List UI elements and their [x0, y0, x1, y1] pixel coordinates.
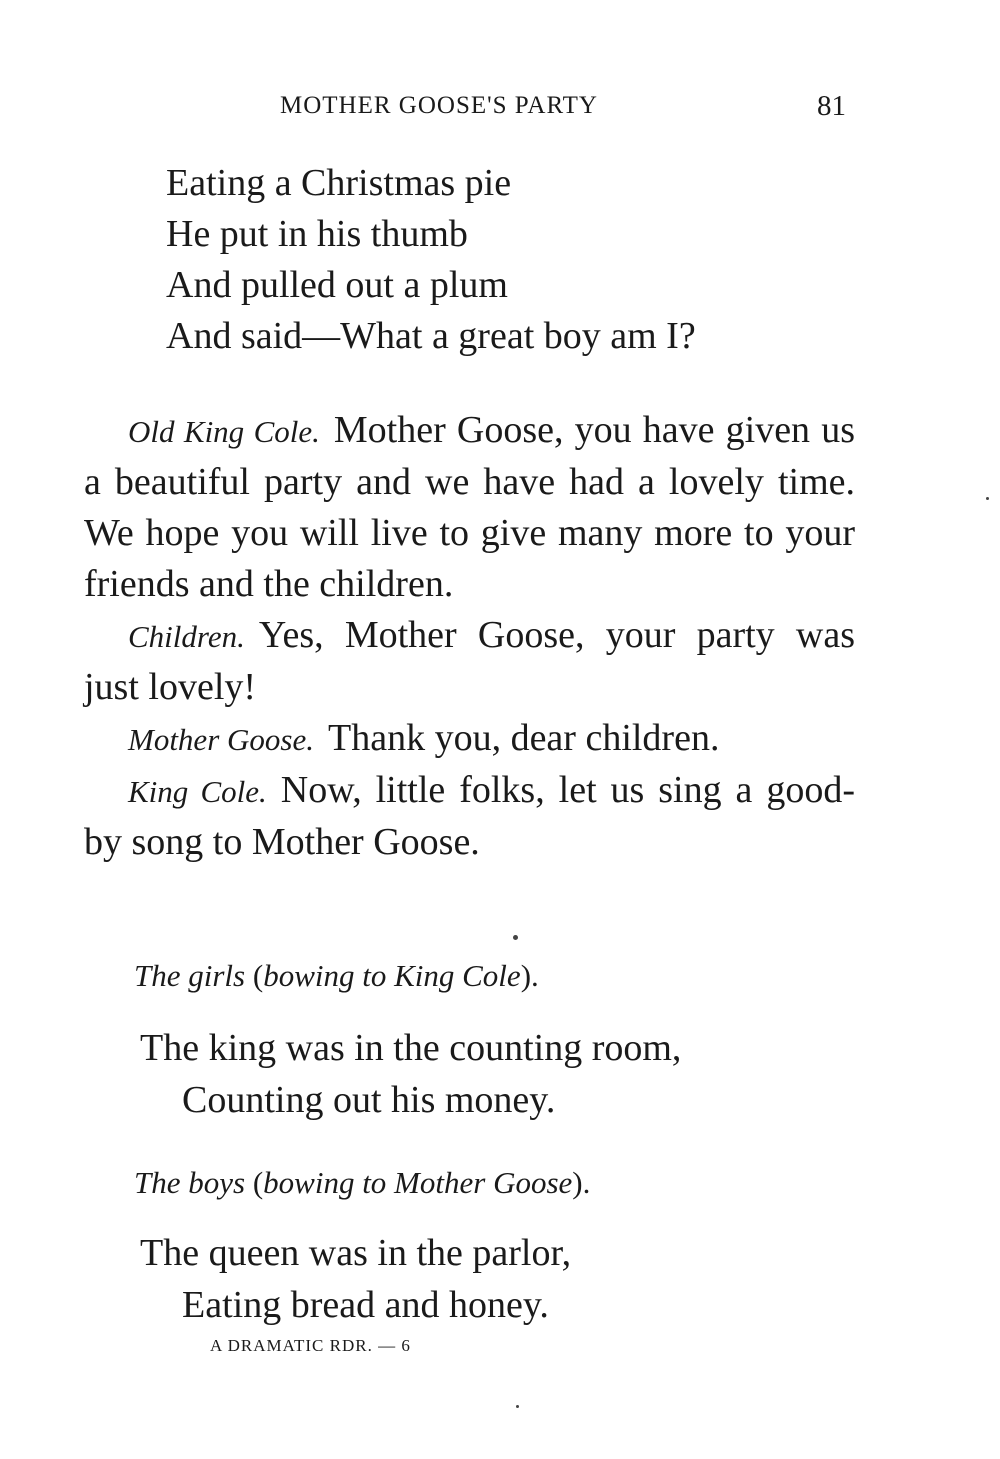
dialogue-text: Mother Goose, you have given us a beautiful party and we have had a lovely time. We hope you will live to give many more to your friends and the children.: [84, 409, 855, 605]
dialogue-paragraph: [84, 405, 855, 610]
dialogue-paragraph: [84, 765, 855, 868]
ink-speck: [986, 497, 989, 500]
direction-text: bowing to Mother Goose: [263, 1165, 573, 1200]
dialogue-paragraph: [84, 713, 855, 765]
verse-block: [140, 1022, 681, 1126]
speaker-name: The boys: [134, 1165, 246, 1200]
ink-speck: [513, 935, 518, 940]
speaker-name: Mother Goose.: [128, 722, 314, 757]
page-number: 81: [817, 90, 846, 122]
verse-line: The queen was in the parlor,: [140, 1232, 572, 1274]
ink-speck: [516, 1405, 519, 1408]
stage-direction-girls: The girls (bowing to King Cole).: [134, 958, 539, 993]
speaker-name: Children.: [128, 619, 245, 654]
running-title: MOTHER GOOSE'S PARTY: [280, 92, 598, 119]
speaker-name: King Cole.: [128, 774, 267, 809]
verse-line: Counting out his money.: [182, 1079, 556, 1121]
verse-line: He put in his thumb: [166, 213, 468, 255]
dialogue-block: [84, 405, 855, 868]
verse-line: And said—What a great boy am I?: [166, 315, 696, 357]
verse-line: Eating a Christmas pie: [166, 162, 512, 204]
dialogue-text: Now, little folks, let us sing a good-by song to Mother Goose.: [84, 769, 855, 863]
verse-line: The king was in the counting room,: [140, 1027, 682, 1069]
direction-text: bowing to King Cole: [263, 958, 521, 993]
verse-line: And pulled out a plum: [166, 264, 508, 306]
dialogue-paragraph: [84, 610, 855, 713]
speaker-name: Old King Cole.: [128, 414, 320, 449]
verse-block: [166, 158, 696, 362]
speaker-name: The girls: [134, 958, 246, 993]
dialogue-text: Yes, Mother Goose, your party was just lovely!: [84, 614, 855, 708]
verse-line: Eating bread and honey.: [182, 1284, 549, 1326]
stage-direction-boys: The boys (bowing to Mother Goose).: [134, 1165, 591, 1200]
dialogue-text: Thank you, dear children.: [327, 717, 720, 759]
signature-mark: A DRAMATIC RDR. — 6: [210, 1336, 411, 1355]
verse-block: [140, 1227, 571, 1331]
